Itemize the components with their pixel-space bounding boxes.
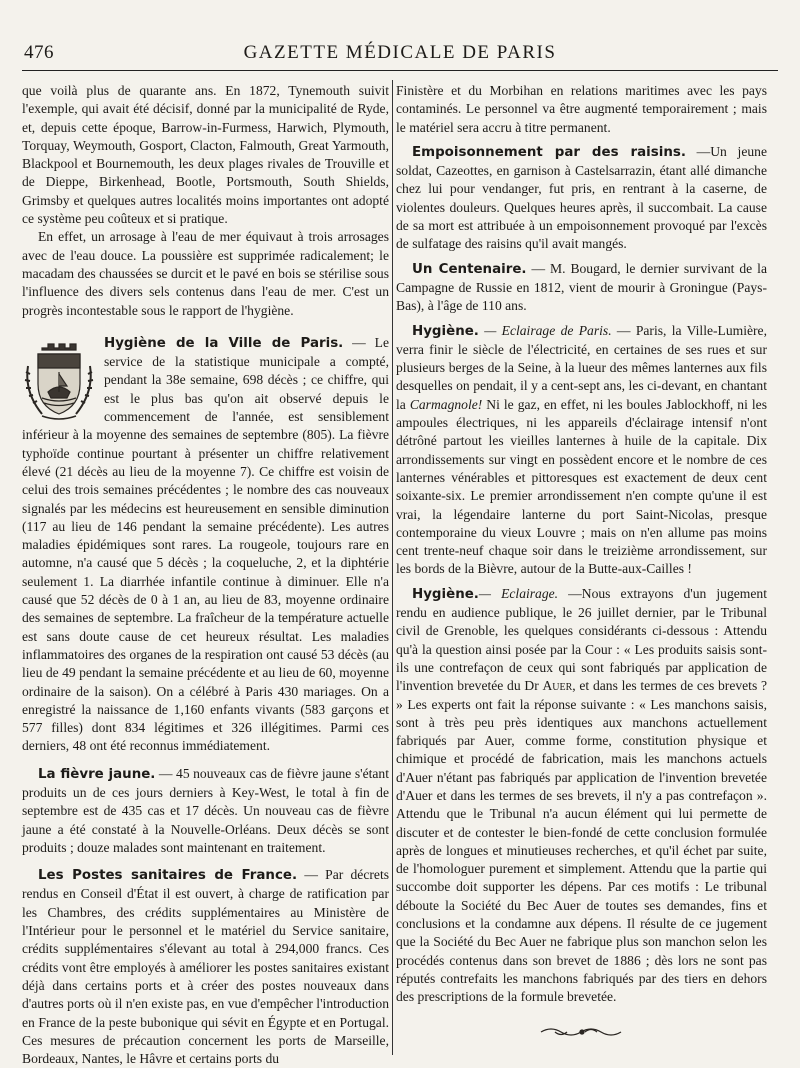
article-text-cont: , et dans les termes de ces brevets ? » Les experts ont fait la réponse suivante : « Les manchons saisis, sont à très peu près identiques aux manchons actuellement fabriqués par Auer, comme forme, constitution physique et chimique et procédé de fabrication, mais les manchons actuels d'Auer n'étant pas fabriqués par application de l'invention brevetée d'Auer et dans les termes de ses brevets, il n'y a pas contrefaçon ». Attendu que le Tribunal n'a aucun élément qui lui permette de discuter et de contester le bien-fondé de cette conclusion formulée après de longues et minutieuses recherches, et qu'il échet par suite, de l'homologuer purement et simplement. Attendu que la partie qui succombe doit supporter les dépens. Par ces motifs : Le tribunal déboute la Société du Bec Auer de toutes ses demandes, fins et conclusions et la condamne aux dépens. Il résulte de ce jugement que la Société du Bec Auer ne fabrique plus son manchon selon les procédés contenus dans son brevet de 1886 ; dès lors ne sont pas réputés contrefaits les manchons fabriqués par des tiers en dehors des prescriptions de la formule brevetée. [396,678,768,1005]
article-heading: Les Postes sanitaires de France. [38,868,298,884]
article-heading: Empoisonnement par des raisins. [412,144,686,160]
article-text: —Un jeune soldat, Cazeottes, en garnison à Castelsarrazin, étant allé dimanche chez lui pour vendanger, fut pris, en rentrant à la caserne, de violentes douleurs. Quelques heures après, il succombait. La cause de sa mort est attribuée à un empoisonnement provoqué par l'excès de sulfatage des raisins qu'il avait mangés. [396,143,767,252]
article-eclairage-paris [396,322,767,579]
article-body [396,260,767,316]
article-body [396,585,767,1007]
article-eclairage-auer [396,585,767,1007]
paragraph-sea-water: En effet, un arrosage à l'eau de mer équivaut à trois arrosages avec de l'eau douce. La poussière est supprimée radicalement; le macadam des chaussées se durcit et le pavé en bois se stérilise sous l'influence des divers sels contenus dans l'eau de mer. C'est un progrès incontestable sous le rapport de l'hygiène. [22,229,389,318]
fleuron-ornament-icon [396,1025,767,1039]
column-divider [392,80,393,1055]
article-text: — 45 nouveaux cas de fièvre jaune s'étant produits un de ces jours derniers à Key-West, le total à fin de septembre est de 435 cas et 17 décès. Un nouveau cas de fièvre jaune a été constaté à la Nouvelle-Orléans. Deux décès se sont produits ; douze malades sont maintenant en traitement. [22,765,389,855]
article-empoisonnement [396,143,767,254]
article-hygiene-ville [22,334,389,756]
article-fievre-jaune [22,765,389,857]
article-italic-word: Carmagnole! [409,396,483,412]
article-text: — Le service de la statistique municipale a compté, pendant la 38e semaine, 698 décès ; ce chiffre, qui est le plus bas qu'on ait observé depuis le commencement de l'année, est sensiblement inférieur à la moyenne des semaines de septembre (805). La fièvre typhoïde continue pourtant à présenter un chiffre relativement élevé (21 décès au lieu de la moyenne 7). Ce chiffre est voisin de celui des trois semaines précédentes ; le nombre des cas nouveaux signalés par les médecins est heureusement en sensible diminution (117 au lieu de 146 pendant la semaine précédente). Les autres maladies épidémiques sont rares. La rougeole, toujours rare en automne, n'a causé que 5 décès ; la coqueluche, 2, et la diphtérie seulement 1. La diarrhée infantile continue à diminuer. Elle n'a causé que 52 décès de 0 à 1 an, au lieu de 83, moyenne ordinaire des semaines de septembre. La fraîcheur de la température actuelle est sans doute cause de cet heureux résultat. Les maladies inflammatoires des organes de la respiration ont causé 53 décès (au lieu de 49 pendant la semaine précédente et au lieu de 60, moyenne ordinaire de la saison). On a célébré à Paris 430 mariages. On a enregistré la naissance de 1,160 enfants vivants (583 garçons et 577 filles) dont 834 légitimes et 326 illégitimes. Parmi ces derniers, 48 ont été reconnus immédiatement. [22,334,389,754]
paragraph-continued: que voilà plus de quarante ans. En 1872, Tynemouth suivit l'exemple, qui avait été décisif, donné par la municipalité de Ryde, et, depuis cette époque, Barrow-in-Furmess, Harwich, Plymouth, Torquay, Weymouth, Gosport, Clacton, Falmouth, Great Yarmouth, Blackpool et Bournemouth, les deux plages rivales de Trouville et de Dieppe, Birkenhead, Bootle, Portsmouth, South Shields, Grimsby et quelques autres localités moins importantes ont adopté ce système peu coûteux et si pratique. [22,83,389,227]
paris-coat-of-arms-icon [22,336,96,424]
article-centenaire [396,260,767,316]
page-header [22,40,778,74]
article-body [396,322,767,579]
article-text: — Paris, la Ville-Lumière, verra finir le siècle de l'électricité, en certaines de ses rues et sur plusieurs berges de la Seine, à la lueur des mêmes lanternes aux fils desquelles on pendait, il y a cent-sept ans, les ci-devant, en chantant la [396,322,767,412]
left-column [22,82,389,1068]
article-body [396,143,767,254]
article-heading: Hygiène. [412,586,479,602]
article-text: — M. Bougard, le dernier survivant de la Campagne de Russie en 1812, vient de mourir à Groningue (Pays-Bas), à l'âge de 110 ans. [396,260,767,314]
article-body [22,866,389,1068]
article-postes-sanitaires [22,866,389,1068]
article-heading: Hygiène. [412,323,479,339]
article-text: —Nous extrayons d'un jugement rendu en audience publique, le 26 juillet dernier, par le Tribunal civil de Grenoble, les quelques considérants ci-dessous : Attendu qu'à la question ainsi posée par la Cour : « Les produits saisis sont-ils une contrefaçon de ceux qui sont fabriqués par application de l'invention brevetée du Dr [396,585,767,694]
article-text-cont: Ni le gaz, en effet, ni les boules Jablockhoff, ni les ampoules électriques, ni les appareils d'éclairage intensif n'ont détrôné partout les vieilles lanternes à huile de la capitale. Dix arrondissements sur vingt en possèdent encore et le nombre de ces lanternes vénérables et pittoresques est exactement de deux cent soixante-six. Le premier arrondissement n'en compte qu'une il est vrai, la légendaire lanterne du port Saint-Nicolas, presque contemporaine du vieux Louvre ; mais on n'en allume pas moins cent trente-neuf chaque soir dans le treizième arrondissement, sur les bords de la Bièvre, autour de la Butte-aux-Cailles ! [396,396,767,577]
article-heading: Hygiène de la Ville de Paris. [104,335,344,351]
header-rule [22,70,778,71]
article-body [22,765,389,857]
journal-title: GAZETTE MÉDICALE DE PARIS [243,42,557,63]
right-column [396,82,767,1039]
article-subheading: — Eclairage de Paris. [478,322,612,338]
article-heading: La fièvre jaune. [38,766,156,782]
page-number: 476 [24,42,54,63]
name-auer: Auer [542,678,573,694]
paragraph-continued: Finistère et du Morbihan en relations maritimes avec les pays contaminés. Le personnel va être augmenté temporairement ; mais le matériel sera accru à titre permanent. [396,83,767,135]
article-text: — Par décrets rendus en Conseil d'État il est ouvert, à charge de ratification par les Chambres, des crédits supplémentaires au Ministère de l'Intérieur pour le personnel et le matériel du Service sanitaire, crédits supplémentaires s'élevant au total à 294,000 francs. Ces crédits vont être employés à améliorer les postes sanitaires existant déjà dans certains ports et à créer des postes nouveaux dans d'autres ports où il n'en existe pas, en vue d'empêcher l'introduction en France de la peste bubonique qui sévit en Égypte et en Portugal. Ces mesures de précaution concernent les ports de Marseille, Bordeaux, Nantes, le Hâvre et certains ports du [22,867,390,1067]
article-subheading: — Eclairage. [478,585,559,601]
article-heading: Un Centenaire. [412,261,527,277]
